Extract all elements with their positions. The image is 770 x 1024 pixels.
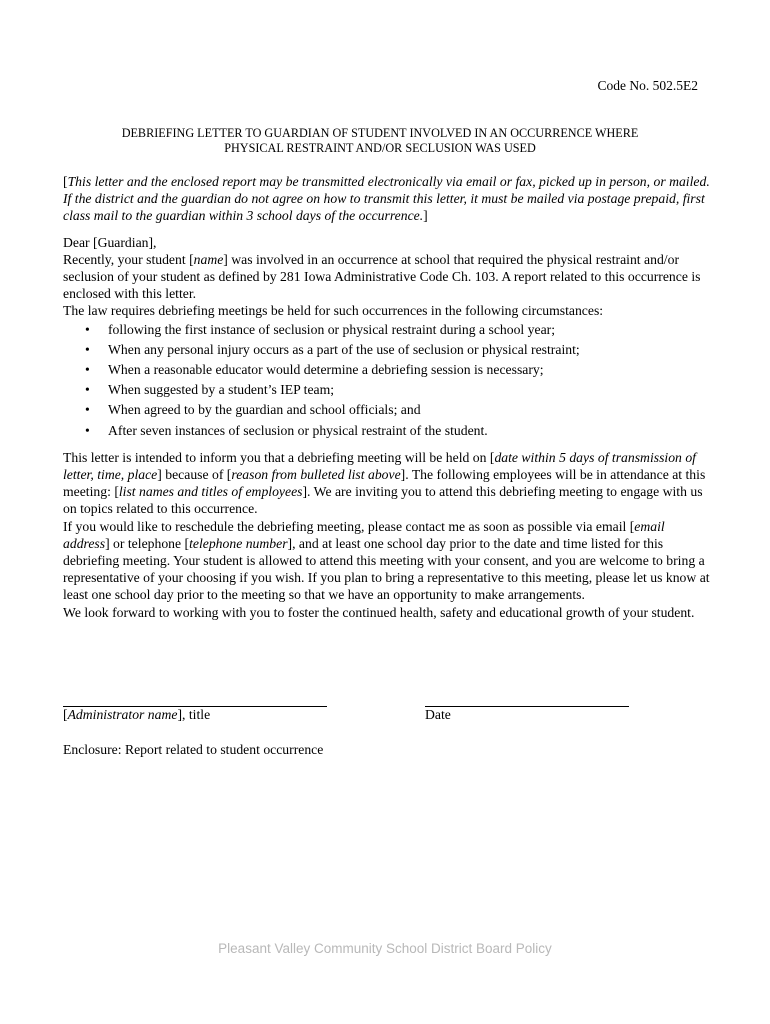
para2-text-c: ]. The following employees will be in attendance at this meeting: [ [63,467,706,500]
circumstances-list [63,320,711,441]
law-intro: The law requires debriefing meetings be held for such occurrences in the following circumstances: [63,303,604,319]
footer-district-name: Pleasant Valley Community School District Board Policy [218,941,552,956]
list-item: • When suggested by a student’s IEP team; [63,380,711,400]
signature-row [63,690,643,730]
administrator-label [63,707,210,723]
date-signature-line [425,690,629,707]
para1-text-b: ] was involved in an occurrence at school that required the physical restraint and/or seclusion of your student as defined by 281 Iowa Administrative Code Ch. 103. A report related to this occurrence is enclosed with this letter. [63,251,701,302]
admin-open-bracket: [ [63,707,68,722]
title-line-1: DEBRIEFING LETTER TO GUARDIAN OF STUDENT INVOLVED IN AN OCCURRENCE WHERE [121,126,639,140]
administrator-signature-line [63,690,327,707]
intro-close-bracket: ] [423,208,428,224]
list-item: • After seven instances of seclusion or physical restraint of the student. [63,421,711,441]
para2-text-d: ]. We are inviting you to attend this debriefing meeting to engage with us on topics related to this occurrence. [63,484,703,517]
admin-title-text: ], title [177,707,211,722]
para2-text-b: ] because of [ [157,467,232,483]
letter-body [63,173,711,621]
list-item: • When any personal injury occurs as a part of the use of seclusion or physical restraint; [63,340,711,360]
list-item: • When a reasonable educator would determine a debriefing session is necessary; [63,360,711,380]
student-name-placeholder: name [193,251,224,267]
paragraph-meeting [63,449,711,518]
spacer [63,441,711,449]
document-title [60,126,700,156]
employees-placeholder: list names and titles of employees [118,484,303,500]
para3-text-b: ] or telephone [ [105,535,190,551]
paragraph-closing: We look forward to working with you to foster the continued health, safety and educational growth of your student. [63,604,695,620]
para2-text-a: This letter is intended to inform you that a debriefing meeting will be held on [ [63,449,495,465]
intro-note [63,173,711,225]
list-item: • following the first instance of seclusion or physical restraint during a school year; [63,320,711,340]
intro-text: This letter and the enclosed report may be transmitted electronically via email or fax, picked up in person, or mailed. If the district and the guardian do not agree on how to transmit this letter, it must be mailed via postage prepaid, first class mail to the guardian within 3 school days of the occurrence. [63,174,710,224]
list-item: • When agreed to by the guardian and school officials; and [63,400,711,420]
title-line-2: PHYSICAL RESTRAINT AND/OR SECLUSION WAS USED [224,141,536,155]
paragraph-reschedule [63,518,711,604]
date-placeholder: date within 5 days of transmission of letter, time, place [63,449,696,483]
date-label: Date [425,707,451,722]
reason-placeholder: reason from bulleted list above [231,467,401,483]
para3-text-c: ], and at least one school day prior to the date and time listed for this debriefing meeting. Your student is allowed to attend this meeting with your consent, and you are welcome to bring a representative of your choosing if you wish. If you plan to bring a representative to this meeting, please let us know at least one school day prior to the meeting so that we have an opportunity to make arrangements. [63,535,710,603]
phone-placeholder: telephone number [189,535,288,551]
enclosure-note: Enclosure: Report related to student occurrence [63,742,324,757]
intro-open-bracket: [ [63,174,68,189]
para1-text-a: Recently, your student [ [63,251,194,267]
para3-text-a: If you would like to reschedule the debriefing meeting, please contact me as soon as possible via email [ [63,518,635,534]
paragraph-occurrence [63,251,711,303]
salutation: Dear [Guardian], [63,234,157,250]
administrator-name-placeholder: Administrator name [67,707,178,722]
email-placeholder: email address [63,518,665,551]
code-number: Code No. 502.5E2 [597,78,698,93]
